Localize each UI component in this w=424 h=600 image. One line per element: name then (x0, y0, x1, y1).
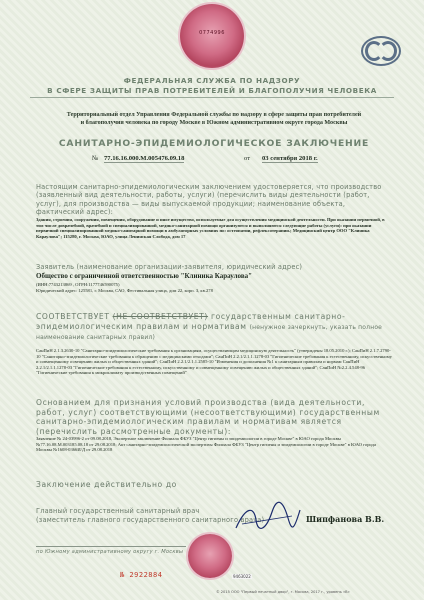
rospotrebnadzor-logo-icon (361, 36, 401, 66)
certificate-number: 77.16.16.000.М.005476.09.18 (104, 155, 185, 162)
applicant-name: Общество с ограниченной ответственностью "Клиника Караулова" (36, 272, 253, 280)
applicant-address: Юридический адрес: 125581, г. Москва, САО, Фестивальная улица, дом 22, корп. 3, кв.278 (36, 288, 213, 293)
basis-statement: Основанием для признания условий производства (вида деятельности, работ, услуг) соответствующими (несоответствующими) государственным санитарно-эпидемиологическим правилам и нормативам является (перечислить рассмотренные документы): (36, 398, 380, 436)
agency-name-line1: ФЕДЕРАЛЬНАЯ СЛУЖБА ПО НАДЗОРУ (123, 76, 301, 85)
date-prefix: от (244, 155, 251, 162)
basis-documents: Заявление № 24-03996-2 от 09.08.2018, Экспертное заключение Филиала ФБУЗ "Центр гигиены и эпидемиологии в городе Москве" в ЮАО города Москвы №77.16.08.М.003185.08.18 от 29.08.2018; Акт санитарно-эпидемиологической экспертизы Филиала ФБУЗ "Центр гигиены и эпидемиологии в городе Москве" в ЮАО города Москвы №1608-0366И/Д от 29.08.2018 (36, 436, 377, 453)
compliance-negation: (НЕ СООТВЕТСТВУЕТ) (112, 312, 208, 321)
number-prefix: № (92, 155, 99, 162)
hologram-seal-bottom (188, 534, 232, 578)
seal-number: 0774996 (199, 30, 225, 36)
signer-role-line3: по Южному административному округу г. Москвы (36, 549, 184, 555)
applicant-line (36, 263, 392, 271)
serial-number: № 2922884 (120, 571, 163, 579)
compliance-rest: государственным санитарно-эпидемиологическим правилам и нормативам (36, 312, 346, 331)
validity-label: Заключение действительно до (36, 480, 177, 489)
signer-name: Шипфанова В.В. (306, 514, 385, 524)
compliance-statement (36, 312, 392, 343)
compliance-hint: (ненужное зачеркнуть, указать полное наименование санитарных правил) (36, 323, 383, 342)
bottom-seal-code: 9463022 (233, 574, 251, 579)
applicant-hint: (наименование организации-заявителя, юридический адрес) (76, 263, 303, 271)
compliance-word: СООТВЕТСТВУЕТ (36, 312, 110, 321)
signer-role-line1: Главный государственный санитарный врач (36, 507, 200, 515)
authority-line2: и благополучия человека по городу Москве в Южном административном округе города Москвы (80, 120, 348, 126)
applicant-label: Заявитель (36, 263, 75, 271)
sanitary-rules-list: СанПиН 2.1.3.2630-10 "Санитарно-эпидемиологические требования к организациям, осуществляющим медицинскую деятельность" (утверждены 18.05.2010 г.); СанПиН 2.1.7.2790-10 "Санитарно-эпидемиологические требования к обращению с медицинскими отходами"; СанПиН 2.2.1/2.1.1.1278-03 "Гигиенические требования к естественному, искусственному и совмещенному освещению жилых и общественных зданий"; СанПиН 2.2.1/2.1.1.2585-10 "Изменения и дополнения №1 к санитарным правилам и нормам СанПиН 2.2.1/2.1.1.1278-03 "Гигиенические требования к естественному, искусственному и совмещенному освещению жилых и общественных зданий"; СанПиН №2.2.4.548-96 "Гигиенические требования к микроклимату производственных помещений" (36, 348, 392, 376)
document-title: САНИТАРНО-ЭПИДЕМИОЛОГИЧЕСКОЕ ЗАКЛЮЧЕНИЕ (58, 138, 370, 149)
header-divider (30, 97, 394, 98)
signature-icon (232, 500, 302, 536)
statement-text: Настоящим санитарно-эпидемиологическим заключением удостоверяется, что производство (заявленный вид деятельности, работы, услуги) (перечислить виды деятельности (работ, услуг), для производства — виды выпускаемой продукции; наименование объекта, фактический адрес): (36, 183, 382, 217)
certificate-date: 03 сентября 2018 г. (262, 155, 318, 162)
signer-region-underline (36, 546, 186, 547)
activity-description: Здания, строения, сооружения, помещения, оборудование и иное имущество, используемые для осуществления медицинской деятельности. При оказании первичной, в том числе доврачебной, врачебной и специализированной, медико-санитарной помощи организуются и выполняются следующие работы (услуги): при оказании первичной специализированной медико-санитарной помощи в амбулаторных условиях по: остеопатии, рефлексотерапии.; Медицинский центр ООО "Клиника Караулова"; 115280, г. Москва, ЮАО, улица Ленинская Слобода, дом 17 (36, 217, 385, 239)
printer-footer: © 2015 ООО "Первый печатный двор", г. Москва, 2017 г., уровень «В» (216, 590, 350, 594)
hologram-seal-top (180, 4, 244, 68)
signer-role-line2: (заместитель главного государственного санитарного врача) (36, 516, 265, 524)
authority-line1: Территориальный отдел Управления Федеральной службы по надзору в сфере защиты прав потребителей (66, 112, 362, 118)
agency-name-line2: В СФЕРЕ ЗАЩИТЫ ПРАВ ПОТРЕБИТЕЛЕЙ И БЛАГОПОЛУЧИЯ ЧЕЛОВЕКА (47, 86, 377, 95)
applicant-ids: (ИНН:7743213869 , ОГРН:1177746590075) (36, 282, 120, 287)
